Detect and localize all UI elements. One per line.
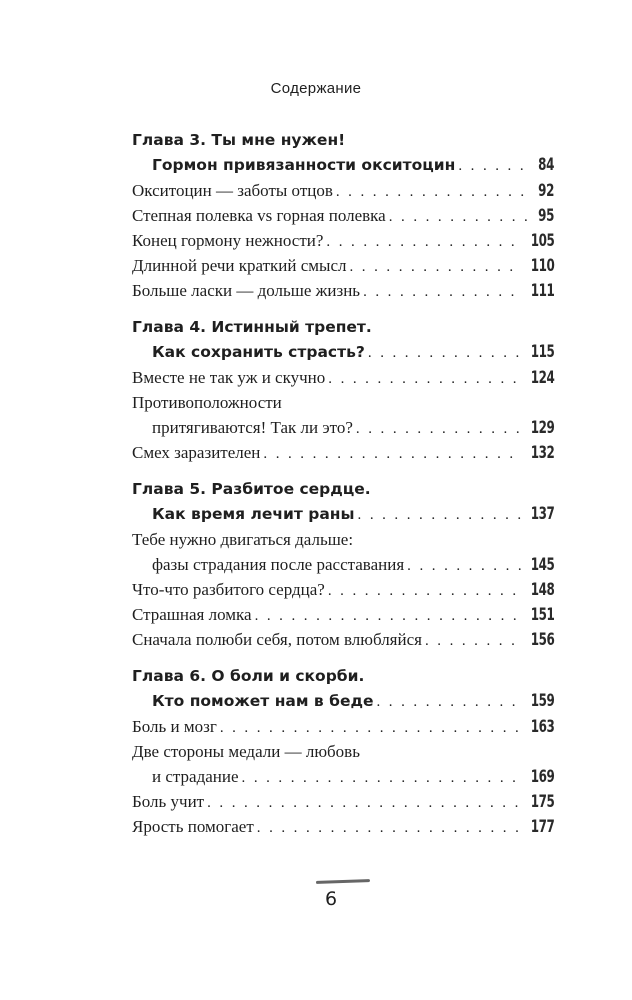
leader-dots (336, 180, 529, 205)
leader-dots (242, 766, 521, 791)
page-ref: 111 (530, 281, 554, 301)
page-header: Содержание (270, 80, 362, 97)
page-ref: 177 (530, 817, 554, 837)
toc-item[interactable] (132, 602, 554, 627)
chapter-subtitle: Кто поможет нам в беде (152, 692, 374, 710)
toc-item[interactable] (132, 764, 554, 789)
page-ref: 163 (530, 717, 554, 737)
toc-item-text: Что-что разбитого сердца? (132, 580, 325, 599)
page-ref: 95 (538, 206, 554, 226)
toc-item-line1: Тебе нужно двигаться дальше: (132, 530, 354, 549)
chapter-entry[interactable] (132, 153, 554, 178)
toc-item-text: Боль учит (132, 792, 205, 811)
toc-item-text: и страдание (152, 767, 239, 786)
chapter-title: Глава 4. Истинный трепет. (132, 318, 372, 336)
chapter-title: Глава 5. Разбитое сердце. (132, 480, 371, 498)
page-ref: 92 (538, 181, 554, 201)
toc-item-text: Конец гормону нежности? (132, 231, 324, 250)
leader-dots (207, 791, 520, 816)
page-ref: 105 (530, 231, 554, 251)
page-ref: 159 (530, 691, 554, 711)
page-ref: 156 (530, 630, 554, 650)
leader-dots (368, 341, 521, 366)
chapter-subtitle: Как сохранить страсть? (152, 343, 365, 361)
toc-item[interactable] (132, 714, 554, 739)
table-of-contents (132, 128, 554, 851)
chapter-subtitle: Гормон привязанности окситоцин (152, 156, 456, 174)
chapter-5 (132, 477, 554, 652)
chapter-3 (132, 128, 554, 303)
leader-dots (263, 442, 520, 467)
toc-item[interactable] (132, 278, 554, 303)
leader-dots (255, 604, 521, 629)
leader-dots (458, 154, 529, 179)
chapter-title: Глава 3. Ты мне нужен! (132, 131, 346, 149)
leader-dots (356, 417, 521, 442)
toc-item-text: притягиваются! Так ли это? (152, 418, 353, 437)
page-ref: 148 (530, 580, 554, 600)
toc-item[interactable] (132, 203, 554, 228)
toc-item[interactable] (132, 627, 554, 652)
footer-rule (316, 879, 370, 884)
toc-item-text: Степная полевка vs горная полевка (132, 206, 386, 225)
toc-item-text: Больше ласки — дольше жизнь (132, 281, 361, 300)
toc-item[interactable] (132, 440, 554, 465)
toc-item[interactable] (132, 415, 554, 440)
leader-dots (425, 629, 521, 654)
page-ref: 151 (530, 605, 554, 625)
toc-item-text: Ярость помогает (132, 817, 254, 836)
page-ref: 124 (530, 368, 554, 388)
toc-item[interactable] (132, 253, 554, 278)
leader-dots (358, 503, 521, 528)
toc-item[interactable] (132, 178, 554, 203)
toc-item[interactable] (132, 814, 554, 839)
leader-dots (328, 367, 520, 392)
toc-item[interactable] (132, 577, 554, 602)
toc-item[interactable] (132, 789, 554, 814)
leader-dots (407, 554, 520, 579)
toc-item-text: Длинной речи краткий смысл (132, 256, 347, 275)
toc-item-text: Окситоцин — заботы отцов (132, 181, 333, 200)
page-ref: 137 (530, 504, 554, 524)
page-ref: 132 (530, 443, 554, 463)
toc-item-text: Боль и мозг (132, 717, 217, 736)
toc-item-line1: Противоположности (132, 393, 282, 412)
chapter-entry[interactable] (132, 340, 554, 365)
toc-item[interactable] (132, 228, 554, 253)
page-ref: 175 (530, 792, 554, 812)
page-ref: 145 (530, 555, 554, 575)
leader-dots (377, 690, 521, 715)
leader-dots (328, 579, 521, 604)
page-ref: 129 (530, 418, 554, 438)
toc-item[interactable] (132, 552, 554, 577)
toc-item-text: фазы страдания после расставания (152, 555, 405, 574)
leader-dots (220, 716, 521, 741)
page-ref: 110 (530, 256, 554, 276)
chapter-entry[interactable] (132, 689, 554, 714)
page-ref: 115 (530, 342, 554, 362)
toc-item[interactable] (132, 365, 554, 390)
leader-dots (326, 230, 520, 255)
chapter-6 (132, 664, 554, 839)
page-ref: 169 (530, 767, 554, 787)
toc-item-text: Сначала полюби себя, потом влюбляйся (132, 630, 422, 649)
chapter-entry[interactable] (132, 502, 554, 527)
leader-dots (363, 280, 521, 305)
leader-dots (389, 205, 529, 230)
chapter-title: Глава 6. О боли и скорби. (132, 667, 365, 685)
toc-item-text: Страшная ломка (132, 605, 252, 624)
chapter-subtitle: Как время лечит раны (152, 505, 355, 523)
leader-dots (257, 816, 521, 841)
toc-item-text: Смех заразителен (132, 443, 261, 462)
page-number: 6 (324, 888, 338, 910)
page-ref: 84 (538, 155, 554, 175)
leader-dots (350, 255, 521, 280)
toc-item-line1: Две стороны медали — любовь (132, 742, 360, 761)
chapter-4 (132, 315, 554, 465)
toc-item-text: Вместе не так уж и скучно (132, 368, 326, 387)
